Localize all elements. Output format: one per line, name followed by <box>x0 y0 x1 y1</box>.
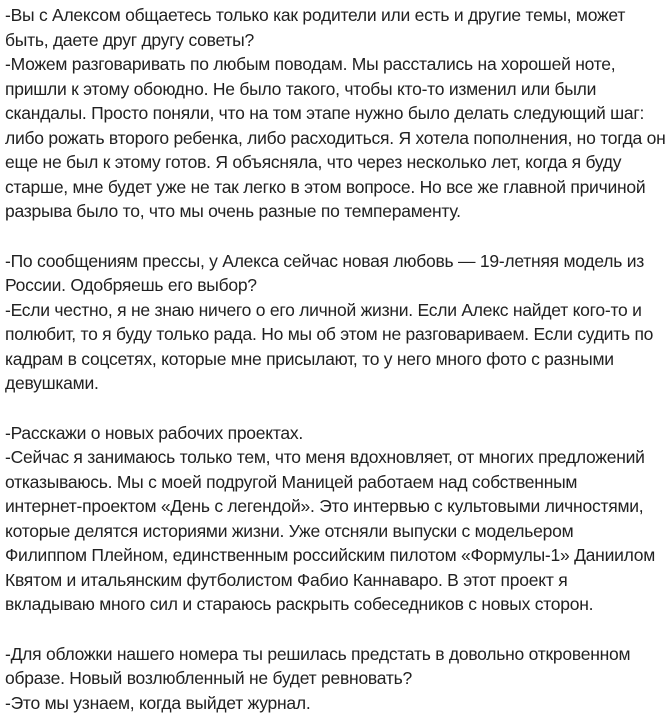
text-line: образе. Новый возлюбленный не будет ревновать? <box>5 668 412 688</box>
text-line: -Для обложки нашего номера ты решилась предстать в довольно откровенном <box>5 643 631 664</box>
text-line: девушками. <box>5 373 99 393</box>
answer-paragraph <box>5 691 666 713</box>
answer-paragraph <box>5 52 666 224</box>
text-line: России. Одобряешь его выбор? <box>5 275 257 295</box>
text-line: старше, мне будет уже не так легко в этом вопросе. Но все же главной причиной <box>5 176 646 197</box>
text-line: еще не был к этому готов. Я объясняла, что через несколько лет, когда я буду <box>5 152 622 172</box>
text-line: -Можем разговаривать по любым поводам. Мы расстались на хорошей ноте, <box>5 54 616 74</box>
text-line: -Это мы узнаем, когда выйдет журнал. <box>5 692 311 713</box>
text-line: Квятом и итальянским футболистом Фабио Каннаваро. В этот проект я <box>5 569 568 590</box>
text-line: быть, даете друг другу советы? <box>5 29 254 50</box>
question-paragraph <box>5 3 666 52</box>
answer-paragraph <box>5 445 666 617</box>
text-line: -Расскажи о новых рабочих проектах. <box>5 422 304 443</box>
question-paragraph <box>5 249 666 298</box>
text-line: -Сейчас я занимаюсь только тем, что меня вдохновляет, от многих предложений <box>5 447 645 467</box>
text-line: разрыва было то, что мы очень разные по темпераменту. <box>5 201 461 221</box>
question-paragraph <box>5 642 666 691</box>
text-line: Филиппом Плейном, единственным российским пилотом «Формулы-1» Даниилом <box>5 545 656 565</box>
text-line: полюбит, то я буду только рада. Но мы об этом не разговариваем. Если судить по <box>5 324 654 344</box>
text-line: интернет-проектом «День с легендой». Это интервью с культовыми личностями, <box>5 496 644 516</box>
text-line: вкладываю много сил и стараюсь раскрыть собеседников с новых сторон. <box>5 594 594 614</box>
text-line: -По сообщениям прессы, у Алекса сейчас новая любовь — 19-летняя модель из <box>5 250 644 271</box>
text-line: пришли к этому обоюдно. Не было такого, чтобы кто-то изменил или были <box>5 78 597 99</box>
text-line: отказываюсь. Мы с моей подругой Маницей работаем над собственным <box>5 471 578 492</box>
answer-paragraph <box>5 298 666 396</box>
question-paragraph <box>5 421 666 446</box>
text-line: кадрам в соцсетях, которые мне присылают, то у него много фото с разными <box>5 348 614 369</box>
text-line: -Вы с Алексом общаетесь только как родители или есть и другие темы, может <box>5 5 626 25</box>
text-line: скандалы. Просто поняли, что на том этапе нужно было делать следующий шаг: <box>5 103 645 123</box>
text-line: -Если честно, я не знаю ничего о его личной жизни. Если Алекс найдет кого-то и <box>5 299 642 320</box>
text-line: которые делятся историями жизни. Уже отсняли выпуски с модельером <box>5 520 574 541</box>
text-line: либо рожать второго ребенка, либо расходиться. Я хотела пополнения, но тогда он <box>5 127 666 148</box>
